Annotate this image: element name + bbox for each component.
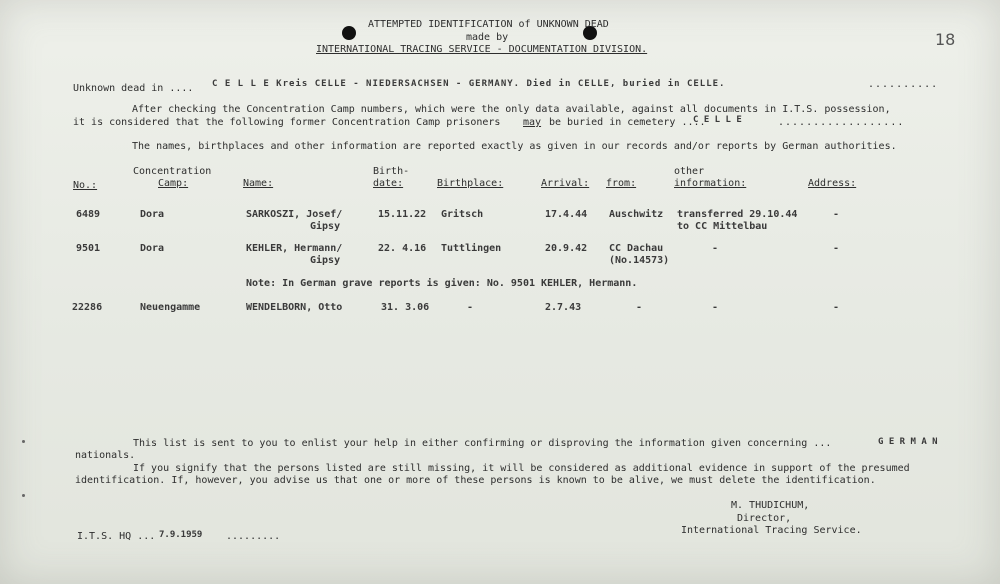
margin-mark (22, 494, 25, 497)
intro-may: may (523, 117, 542, 128)
unknown-dead-label: Unknown dead in .... (73, 83, 194, 94)
intro-line-1: After checking the Concentration Camp numbers, which were the only data available, against all documents in I.T.S. possession, (132, 104, 891, 115)
row-1-name-2: Gipsy (310, 221, 341, 232)
row-3-birthdate: 31. 3.06 (381, 302, 430, 313)
row-2-address: - (833, 243, 840, 254)
row-2-no: 9501 (76, 243, 101, 254)
header-title: ATTEMPTED IDENTIFICATION of UNKNOWN DEAD (368, 19, 609, 30)
row-2-name-2: Gipsy (310, 255, 341, 266)
col-arrival: Arrival: (541, 178, 590, 189)
cemetery-name: C E L L E (693, 115, 742, 125)
its-hq-label: I.T.S. HQ ... (77, 531, 156, 542)
row-2-from-2: (No.14573) (609, 255, 670, 266)
col-other-1: other (674, 166, 705, 177)
signature-org: International Tracing Service. (681, 525, 862, 536)
footer-line-2: If you signify that the persons listed are still missing, it will be considered as additional evidence in support of the presumed (133, 463, 910, 474)
cemetery-dots: .................. (778, 117, 905, 128)
row-3-arrival: 2.7.43 (545, 302, 582, 313)
page-number: 18 (935, 30, 956, 49)
row-2-other: - (712, 243, 719, 254)
punch-hole-left (342, 26, 356, 40)
row-3-camp: Neuengamme (140, 302, 201, 313)
footer-line-3: identification. If, however, you advise us that one or more of these persons is known to be alive, we must delete the identification. (75, 475, 876, 486)
header-made-by: made by (466, 32, 509, 43)
intro-line-3: The names, birthplaces and other information are reported exactly as given in our records and/or reports by German authorities. (132, 141, 897, 152)
row-2-birthdate: 22. 4.16 (378, 243, 427, 254)
row-2-arrival: 20.9.42 (545, 243, 588, 254)
footer-nationality: G E R M A N (878, 437, 938, 447)
row-3-name: WENDELBORN, Otto (246, 302, 343, 313)
signature-title: Director, (737, 513, 792, 524)
row-3-address: - (833, 302, 840, 313)
row-3-from: - (636, 302, 643, 313)
col-birthplace: Birthplace: (437, 178, 504, 189)
row-1-no: 6489 (76, 209, 101, 220)
row-3-other: - (712, 302, 719, 313)
its-hq-dots: ......... (226, 531, 281, 542)
col-birthdate-2: date: (373, 178, 404, 189)
row-1-other-1: transferred 29.10.44 (677, 209, 798, 220)
row-1-name-1: SARKOSZI, Josef/ (246, 209, 343, 220)
row-1-from: Auschwitz (609, 209, 664, 220)
row-1-birthplace: Gritsch (441, 209, 484, 220)
row-1-address: - (833, 209, 840, 220)
row-3-birthplace: - (467, 302, 474, 313)
unknown-dead-value: C E L L E Kreis CELLE - NIEDERSACHSEN - GERMANY. Died in CELLE, buried in CELLE. (212, 79, 726, 89)
intro-line-2b: be buried in cemetery .... (549, 117, 706, 128)
signature-name: M. THUDICHUM, (731, 500, 810, 511)
row-2-name-1: KEHLER, Hermann/ (246, 243, 343, 254)
row-3-no: 22286 (72, 302, 103, 313)
footer-nationals: nationals. (75, 450, 136, 461)
col-name: Name: (243, 178, 274, 189)
col-address: Address: (808, 178, 857, 189)
footer-line-1: This list is sent to you to enlist your help in either confirming or disproving the information given concerning ... (133, 438, 832, 449)
row-2-birthplace: Tuttlingen (441, 243, 502, 254)
row-1-camp: Dora (140, 209, 165, 220)
row-1-other-2: to CC Mittelbau (677, 221, 768, 232)
margin-mark (22, 440, 25, 443)
its-hq-date: 7.9.1959 (159, 530, 203, 540)
grave-report-note: Note: In German grave reports is given: No. 9501 KEHLER, Hermann. (246, 278, 638, 289)
col-other-2: information: (674, 178, 747, 189)
unknown-dead-dots: .......... (868, 79, 939, 90)
col-camp-2: Camp: (158, 178, 189, 189)
row-1-arrival: 17.4.44 (545, 209, 588, 220)
col-birthdate-1: Birth- (373, 166, 410, 177)
row-2-from-1: CC Dachau (609, 243, 664, 254)
col-camp-1: Concentration (133, 166, 212, 177)
row-2-camp: Dora (140, 243, 165, 254)
header-division: INTERNATIONAL TRACING SERVICE - DOCUMENTATION DIVISION. (316, 44, 648, 55)
row-1-birthdate: 15.11.22 (378, 209, 427, 220)
intro-line-2a: it is considered that the following former Concentration Camp prisoners (73, 117, 501, 128)
col-no: No.: (73, 180, 98, 191)
col-from: from: (606, 178, 637, 189)
